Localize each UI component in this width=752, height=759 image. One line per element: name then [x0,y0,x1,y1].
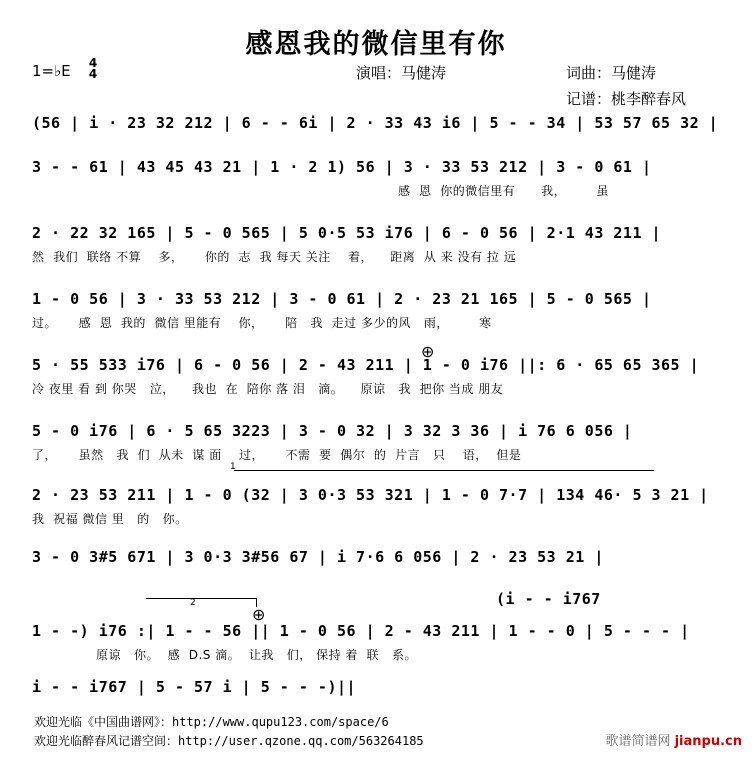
notation-line: (i - - i767 [496,590,601,608]
notation-line: 3 - 0 3#5 671 | 3 0·3 3#56 67 | i 7·6 6 056 | 2 · 23 53 21 | [32,548,604,566]
score-row [8,290,748,334]
lyrics-line: 感 恩 你的微信里有 我， 虽 [398,184,609,198]
watermark [605,730,742,749]
volta-bracket [234,470,654,471]
notation-line: 5 · 55 533 i76 | 6 - 0 56 | 2 - 43 211 | 1 - 0 i76 ||: 6 · 65 65 365 | [32,356,700,374]
footer-line: 欢迎光临《中国曲谱网》：http://www.qupu123.com/space/6 [34,715,389,729]
lyrics-line: 冷 夜里 看 到 你哭 泣， 我也 在 陪你 落 泪 滴。 原谅 我 把你 当成 朋友 [32,382,504,396]
score-row [8,158,748,202]
notation-line: (56 | i · 23 32 212 | 6 - - 6i | 2 · 33 43 i6 | 5 - - 34 | 53 57 65 32 | [32,114,719,132]
score-row [8,678,748,702]
watermark-text: 歌谱简谱网 [605,734,671,749]
transcriber-credit: 记谱：桃李醉春风 [566,90,687,108]
watermark-domain: jianpu.cn [674,734,742,749]
lyrics-line: 过。 感 恩 我的 微信 里能有 你， 陪 我 走过 多少的风 雨， 寒 [32,316,492,330]
notation-line: 2 · 22 32 165 | 5 - 0 565 | 5 0·5 53 i76 | 6 - 0 56 | 2·1 43 211 | [32,224,662,242]
volta-number: 1 [230,462,236,472]
song-title: 感恩我的微信里有你 [245,29,507,60]
time-sig-bottom: 4 [88,67,98,81]
notation-line: 5 - 0 i76 | 6 · 5 65 3223 | 3 - 0 32 | 3 32 3 36 | i 76 6 056 | [32,422,633,440]
score-row [8,356,748,400]
coda-sign-icon: ⊕ [252,605,266,624]
footer-line: 欢迎光临醉春风记谱空间：http://user.qzone.qq.com/563264185 [34,734,424,748]
score-row [8,422,748,466]
score-row [8,114,748,154]
score-row [8,486,748,530]
lyrics-line: 然 我们 联络 不算 多， 你的 志 我 每天 关注 着， 距离 从 来 没有 拉 远 [32,250,517,264]
notation-line: 2 · 23 53 211 | 1 - 0 (32 | 3 0·3 53 321 | 1 - 0 7·7 | 134 46· 5 3 21 | [32,486,709,504]
volta-number: 2 [190,598,196,608]
score-row [8,224,748,268]
coda-sign-icon: ⊕ [421,342,435,361]
composer-credit: 词曲：马健涛 [566,64,657,82]
notation-line: 1 - 0 56 | 3 · 33 53 212 | 3 - 0 61 | 2 · 23 21 165 | 5 - 0 565 | [32,290,652,308]
notation-line: 1 - -) i76 :| 1 - - 56 || 1 - 0 56 | 2 - 43 211 | 1 - - 0 | 5 - - - | [32,622,690,640]
singer-credit: 演唱：马健涛 [356,64,447,82]
volta-bracket [146,598,257,607]
time-signature [86,58,100,80]
score-row [8,590,748,610]
lyrics-line: 了， 虽然 我 们 从未 谋 面 过， 不需 要 偶尔 的 片言 只 语， 但是 [32,448,522,462]
score-row [8,622,748,666]
lyrics-line: 我 祝福 微信 里 的 你。 [32,512,188,526]
lyrics-line: 原谅 你。 感 D.S 滴。 让我 们， 保持 着 联 系。 [96,648,417,662]
notation-line: 3 - - 61 | 43 45 43 21 | 1 · 2 1) 56 | 3 · 33 53 212 | 3 - 0 61 | [32,158,652,176]
time-sig-top: 4 [88,56,98,70]
key-signature: 1=♭E [32,62,71,80]
score-row [8,548,748,578]
notation-line: i - - i767 | 5 - 57 i | 5 - - -)|| [32,678,357,696]
